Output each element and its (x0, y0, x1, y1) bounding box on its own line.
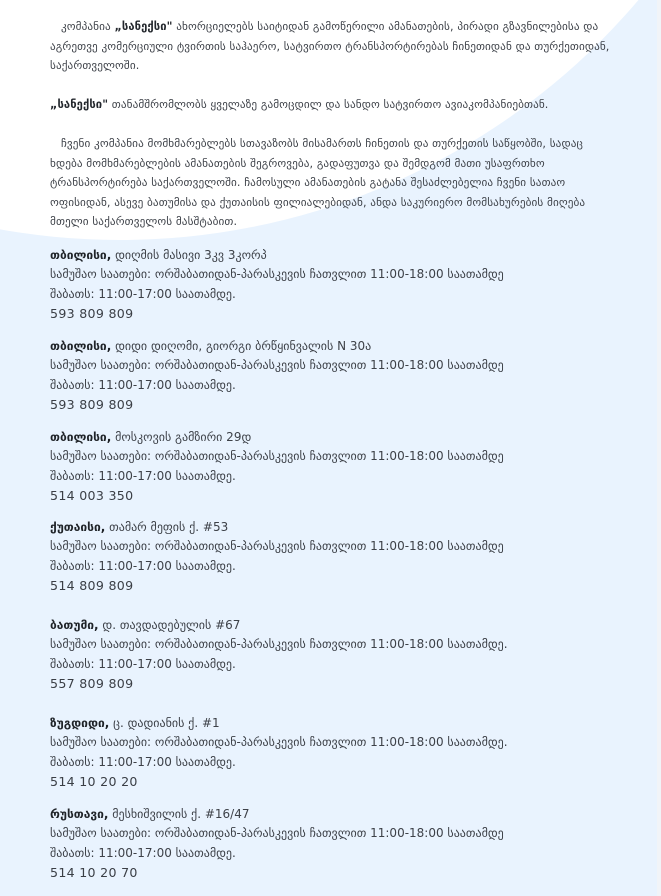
intro-paragraph-services (50, 17, 610, 76)
branch-working-hours: სამუშაო საათები: ორშაბათიდან-პარასკევის ჩათვლით 11:00-18:00 საათამდე (50, 358, 504, 373)
branch-address: მესხიშვილის ქ. #16/47 (108, 807, 250, 821)
branch-city: თბილისი, (50, 430, 112, 444)
branch-saturday-hours: შაბათს: 11:00-17:00 საათამდე. (50, 377, 236, 392)
branch-saturday-hours: შაბათს: 11:00-17:00 საათამდე. (50, 754, 236, 769)
intro-paragraph-warehouse (50, 134, 610, 232)
branch-address-line (50, 428, 630, 447)
branch-working-hours: სამუშაო საათები: ორშაბათიდან-პარასკევის ჩათვლით 11:00-18:00 საათამდე (50, 267, 504, 282)
branch-working-hours: სამუშაო საათები: ორშაბათიდან-პარასკევის ჩათვლით 11:00-18:00 საათამდე (50, 449, 504, 464)
branch-phone[interactable]: 514 003 350 (50, 487, 134, 503)
branch-city: რუსთავი, (50, 807, 109, 821)
branch-address: დ. თავდადებულის #67 (98, 618, 241, 632)
branch-working-hours: სამუშაო საათები: ორშაბათიდან-პარასკევის ჩათვლით 11:00-18:00 საათამდე (50, 826, 504, 841)
branch-batumi (50, 616, 630, 693)
page-edge-strip (657, 0, 661, 896)
branch-address: დიღმის მასივი 3კვ 3კორპ (111, 248, 267, 262)
branch-address-line (50, 714, 630, 733)
branch-address-line (50, 337, 630, 356)
branch-address-line (50, 616, 630, 635)
branch-city: თბილისი, (50, 248, 112, 262)
branch-address-line (50, 246, 630, 265)
branch-saturday-hours: შაბათს: 11:00-17:00 საათამდე. (50, 558, 236, 573)
branch-address: ც. დადიანის ქ. #1 (109, 716, 220, 730)
branch-working-hours: სამუშაო საათები: ორშაბათიდან-პარასკევის ჩათვლით 11:00-18:00 საათამდე. (50, 637, 508, 652)
branch-working-hours: სამუშაო საათები: ორშაბათიდან-პარასკევის ჩათვლით 11:00-18:00 საათამდე. (50, 735, 508, 750)
branch-phone[interactable]: 514 809 809 (50, 577, 134, 593)
branch-city: ქუთაისი, (50, 520, 106, 534)
branch-saturday-hours: შაბათს: 11:00-17:00 საათამდე. (50, 468, 236, 483)
branch-address-line (50, 805, 630, 824)
brand-name: „სანექსი" (50, 98, 109, 111)
branch-city: ბათუმი, (50, 618, 99, 632)
branch-tbilisi-digomi-massive (50, 246, 630, 323)
brand-name: „სანექსი" (114, 20, 173, 33)
branch-phone[interactable]: 514 10 20 70 (50, 864, 138, 880)
intro-text-body: ახორციელებს საიტიდან გამოწერილი ამანათების, პირადი გზავნილებისა და აგრეთვე კომერციული ტვირთის საჰაერო, სატვირთო ტრანსპორტირებას ჩინეთიდან და თურქეთიდან, საქართველოში. (50, 20, 610, 73)
branch-address: მოსკოვის გამზირი 29დ (111, 430, 252, 444)
branch-phone[interactable]: 593 809 809 (50, 396, 134, 412)
branch-city: ზუგდიდი, (50, 716, 110, 730)
intro-text-lead: კომპანია (60, 20, 115, 33)
branch-address-line (50, 518, 630, 537)
intro-paragraph-partners (50, 95, 610, 115)
branch-zugdidi (50, 714, 630, 791)
branch-working-hours: სამუშაო საათები: ორშაბათიდან-პარასკევის ჩათვლით 11:00-18:00 საათამდე (50, 539, 504, 554)
branch-saturday-hours: შაბათს: 11:00-17:00 საათამდე. (50, 656, 236, 671)
branch-rustavi (50, 805, 630, 882)
branch-kutaisi (50, 518, 630, 595)
branch-saturday-hours: შაბათს: 11:00-17:00 საათამდე. (50, 286, 236, 301)
branch-address: თამარ მეფის ქ. #53 (105, 520, 229, 534)
branch-city: თბილისი, (50, 339, 112, 353)
branch-saturday-hours: შაბათს: 11:00-17:00 საათამდე. (50, 845, 236, 860)
branch-address: დიდი დიღომი, გიორგი ბრწყინვალის N 30ა (111, 339, 372, 353)
branch-phone[interactable]: 514 10 20 20 (50, 773, 138, 789)
intro-text-body: ჩვენი კომპანია მომხმარებლებს სთავაზობს მისამართს ჩინეთის და თურქეთის საწყობში, სადაც ხდება მომხმარებლების ამანათების შეგროვება, გადაფუთვა და შემდგომ მათი უსაფრთხო ტრანსპორტირება საქართველოში. ჩამოსული ამანათების გატანა შესაძლებელია ჩვენი სათაო ოფისიდან, ასევე ბათუმისა და ქუთაისის ფილიალებიდან, ანდა საკურიერო მომსახურების მიღება მთელი საქართველოს მასშტაბით. (50, 137, 586, 229)
branch-phone[interactable]: 557 809 809 (50, 675, 134, 691)
branch-phone[interactable]: 593 809 809 (50, 305, 134, 321)
branch-tbilisi-didi-digomi (50, 337, 630, 414)
intro-text-body: თანამშრომლობს ყველაზე გამოცდილ და სანდო სატვირთო ავიაკომპანიებთან. (108, 98, 549, 111)
branch-tbilisi-moscow-ave (50, 428, 630, 505)
